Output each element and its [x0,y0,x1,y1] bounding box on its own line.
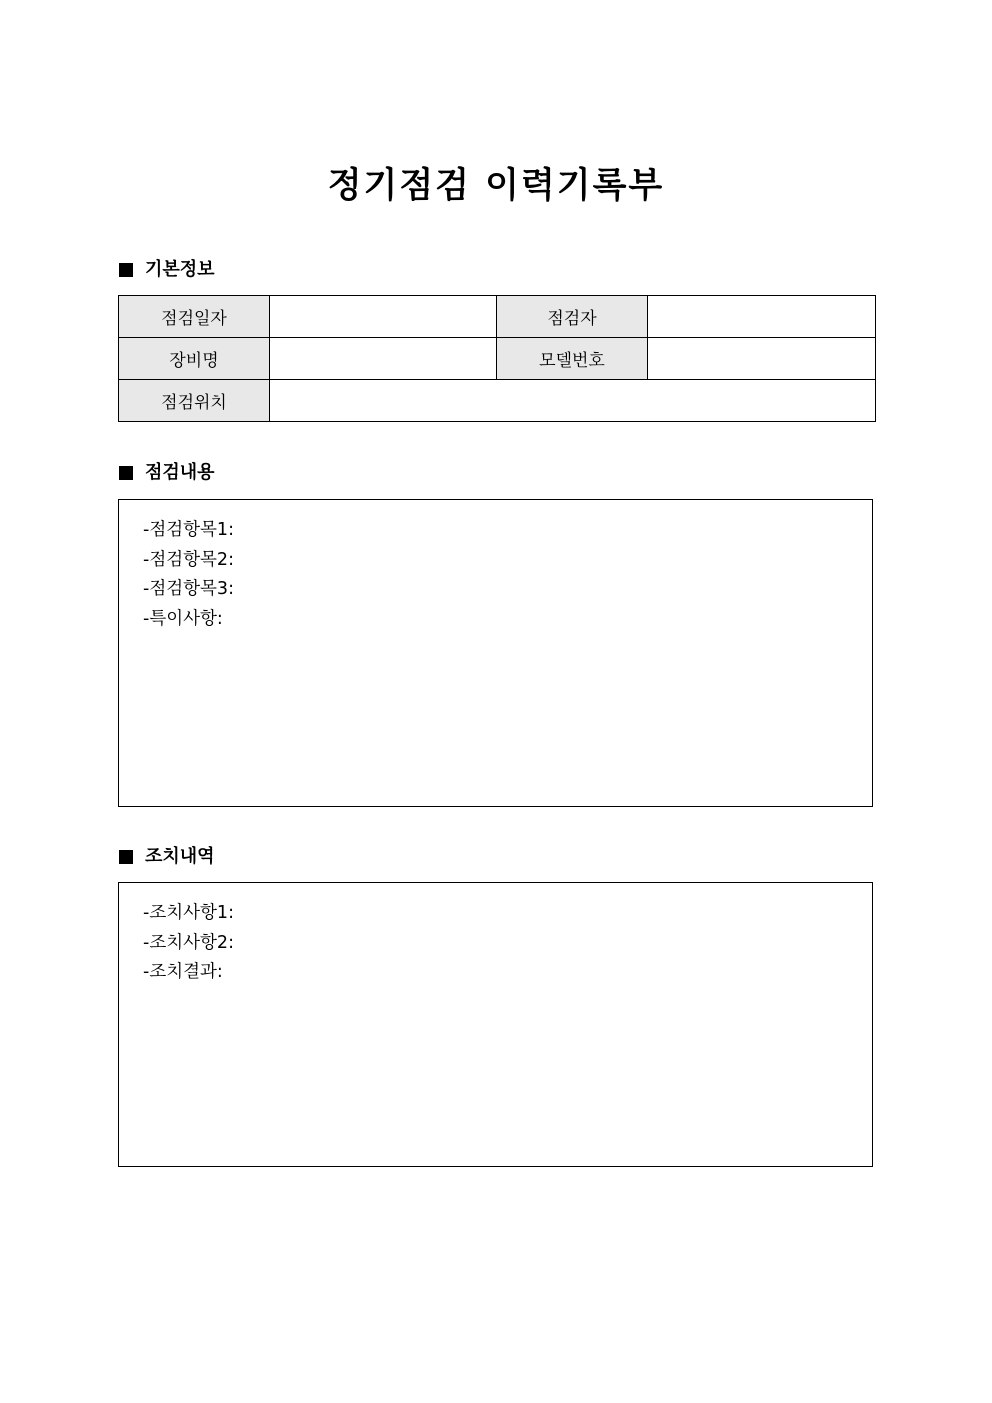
basic-info-heading-text: 기본정보 [145,259,215,280]
action-result-line: -조치결과: [143,962,223,982]
basic-info-heading [119,258,215,282]
table-row [119,296,876,338]
inspection-item-line: -점검항목3: [143,579,234,599]
model-number-label: 모델번호 [497,338,648,380]
action-history-heading-text: 조치내역 [145,846,215,867]
square-bullet-icon [119,466,133,480]
table-row [119,338,876,380]
model-number-field[interactable] [648,338,876,380]
inspector-field[interactable] [648,296,876,338]
table-row [119,380,876,422]
equipment-name-label: 장비명 [119,338,270,380]
inspector-label: 점검자 [497,296,648,338]
action-item-line: -조치사항2: [143,932,234,953]
inspection-content-box[interactable] [118,499,873,807]
action-history-box[interactable] [118,882,873,1167]
square-bullet-icon [119,263,133,277]
inspection-date-label: 점검일자 [119,296,270,338]
inspection-date-field[interactable] [270,296,497,338]
inspection-location-label: 점검위치 [119,380,270,422]
equipment-name-field[interactable] [270,338,497,380]
document-title: 정기점검 이력기록부 [327,166,665,206]
basic-info-table [118,295,876,422]
inspection-item-line: -점검항목1: [143,520,234,540]
inspection-content-heading-text: 점검내용 [145,462,215,483]
inspection-location-field[interactable] [270,380,876,422]
inspection-item-line: -점검항목2: [143,549,234,570]
action-history-heading [119,845,215,869]
square-bullet-icon [119,850,133,864]
action-item-line: -조치사항1: [143,903,234,923]
special-notes-line: -특이사항: [143,608,223,629]
inspection-content-heading [119,461,215,485]
